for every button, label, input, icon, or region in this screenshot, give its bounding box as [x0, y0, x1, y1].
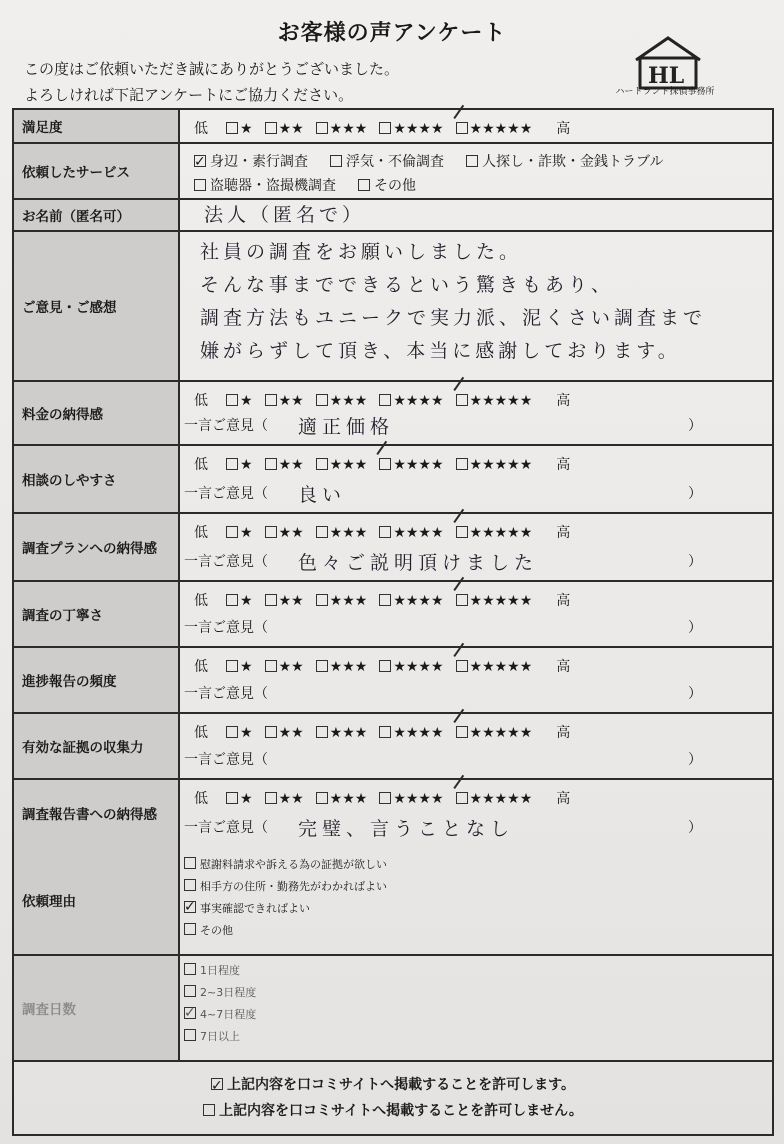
- star-icon: ★★★★: [393, 393, 444, 409]
- checkbox[interactable]: [330, 155, 342, 167]
- comment-suffix: ）: [688, 418, 702, 434]
- checkbox[interactable]: [226, 594, 238, 606]
- consent-allow-label: 上記内容を口コミサイトへ掲載することを許可します。: [227, 1077, 575, 1093]
- checkbox[interactable]: [379, 458, 391, 470]
- checkbox[interactable]: [456, 394, 468, 406]
- checkbox[interactable]: [194, 155, 206, 167]
- rating-option[interactable]: [226, 121, 253, 137]
- checkbox[interactable]: [379, 594, 391, 606]
- days-option[interactable]: [184, 1004, 772, 1026]
- label-opinion: ご意見・ご感想: [14, 232, 180, 380]
- rating-content: [180, 446, 772, 512]
- rating-option[interactable]: [379, 791, 443, 807]
- intro-line-1: この度はご依頼いただき誠にありがとうございました。: [24, 60, 400, 78]
- star-icon: ★★★★: [393, 791, 444, 807]
- checkbox[interactable]: [226, 526, 238, 538]
- star-icon: ★★★★: [393, 593, 444, 609]
- star-icon: ★★: [278, 725, 304, 741]
- checkbox[interactable]: [456, 122, 468, 134]
- name-content[interactable]: [180, 200, 772, 230]
- rating-option[interactable]: [226, 457, 253, 473]
- rating-option[interactable]: [456, 457, 533, 473]
- star-icon: ★: [240, 121, 253, 137]
- rating-scale[interactable]: [194, 656, 570, 676]
- survey-title: お客様の声アンケート: [277, 21, 507, 46]
- checkbox[interactable]: [316, 792, 328, 804]
- days-options: [180, 956, 772, 1060]
- rating-option[interactable]: [316, 121, 368, 137]
- checkbox[interactable]: [316, 458, 328, 470]
- star-icon: ★★: [278, 393, 304, 409]
- scale-high-label: 高: [556, 457, 571, 473]
- rating-option[interactable]: [226, 593, 253, 609]
- star-icon: ★★: [278, 121, 304, 137]
- star-icon: ★★★: [329, 525, 368, 541]
- rating-label: 進捗報告の頻度: [14, 648, 180, 712]
- reason-option[interactable]: [184, 920, 772, 942]
- rating-option[interactable]: [379, 725, 443, 741]
- rating-option[interactable]: [265, 725, 304, 741]
- rating-label: 料金の納得感: [14, 382, 180, 444]
- rating-scale[interactable]: [194, 522, 570, 542]
- row-consent: [14, 1062, 772, 1134]
- star-icon: ★★★★★: [469, 593, 533, 609]
- rating-option[interactable]: [316, 725, 368, 741]
- checkbox[interactable]: [316, 660, 328, 672]
- rating-option[interactable]: [379, 659, 443, 675]
- comment-prefix: 一言ご意見（: [184, 820, 268, 836]
- star-icon: ★★★★★: [469, 791, 533, 807]
- rating-option[interactable]: [316, 393, 368, 409]
- intro-line-2: よろしければ下記アンケートにご協力ください。: [24, 86, 354, 104]
- checkbox[interactable]: [456, 458, 468, 470]
- row-reason: [14, 846, 772, 956]
- rating-option[interactable]: [265, 593, 304, 609]
- rating-scale[interactable]: [194, 390, 570, 410]
- rating-rows: [14, 382, 772, 846]
- rating-scale[interactable]: [194, 788, 570, 808]
- option-label: 人探し・詐欺・金銭トラブル: [482, 154, 664, 170]
- opinion-line: 社員の調査をお願いしました。: [200, 241, 523, 263]
- rating-option[interactable]: [226, 791, 253, 807]
- rating-label: 調査報告書への納得感: [14, 780, 180, 846]
- scale-low-label: 低: [194, 593, 208, 609]
- label-services: 依頼したサービス: [14, 144, 180, 198]
- consent-deny[interactable]: [14, 1098, 772, 1124]
- comment-field[interactable]: [180, 749, 772, 769]
- comment-prefix: 一言ご意見（: [184, 418, 268, 434]
- option-label: 1日程度: [200, 964, 240, 977]
- rating-option[interactable]: [379, 393, 443, 409]
- star-icon: ★★★★: [393, 121, 444, 137]
- checkbox[interactable]: [265, 594, 277, 606]
- star-icon: ★★★: [329, 659, 368, 675]
- comment-field[interactable]: [180, 415, 772, 438]
- option-label: 7日以上: [200, 1030, 240, 1043]
- checkbox[interactable]: [211, 1078, 223, 1090]
- comment-field[interactable]: [180, 817, 772, 840]
- row-name: [14, 200, 772, 232]
- option-label: その他: [374, 178, 416, 194]
- star-icon: ★: [240, 725, 253, 741]
- option-label: 相手方の住所・勤務先がわかればよい: [200, 880, 387, 893]
- star-icon: ★★★★: [393, 725, 444, 741]
- star-icon: ★★: [278, 791, 304, 807]
- star-icon: ★★★★★: [469, 659, 533, 675]
- checkbox[interactable]: [456, 594, 468, 606]
- rating-option[interactable]: [226, 659, 253, 675]
- row-rating: [14, 514, 772, 582]
- rating-scale[interactable]: [194, 118, 570, 138]
- rating-scale[interactable]: [194, 590, 570, 610]
- rating-content: [180, 780, 772, 846]
- rating-content: [180, 382, 772, 444]
- rating-option[interactable]: [265, 457, 304, 473]
- star-icon: ★★★: [329, 457, 368, 473]
- checkbox[interactable]: [265, 458, 277, 470]
- star-icon: ★: [240, 593, 253, 609]
- rating-label: 調査プランへの納得感: [14, 514, 180, 580]
- service-option[interactable]: [194, 150, 308, 174]
- checkbox[interactable]: [456, 660, 468, 672]
- checkbox[interactable]: [184, 1029, 196, 1041]
- option-label: 2~3日程度: [200, 986, 257, 999]
- name-value: 法人（匿名で）: [204, 204, 366, 226]
- star-icon: ★★: [278, 457, 304, 473]
- rating-option[interactable]: [316, 593, 368, 609]
- checkbox[interactable]: [265, 526, 277, 538]
- reason-option[interactable]: [184, 854, 772, 876]
- row-opinion: [14, 232, 772, 382]
- checkbox[interactable]: [358, 179, 370, 191]
- checkbox[interactable]: [184, 923, 196, 935]
- star-icon: ★★★: [329, 791, 368, 807]
- comment-suffix: ）: [688, 686, 702, 702]
- satisfaction-content: [180, 110, 772, 142]
- logo-caption: ハートランド探偵事務所: [615, 87, 715, 97]
- scale-low-label: 低: [194, 791, 208, 807]
- reason-option[interactable]: [184, 876, 772, 898]
- days-option[interactable]: [184, 960, 772, 982]
- scale-high-label: 高: [556, 121, 571, 137]
- option-label: その他: [200, 924, 233, 937]
- checkbox[interactable]: [456, 526, 468, 538]
- row-rating: [14, 582, 772, 648]
- days-option[interactable]: [184, 1026, 772, 1048]
- star-icon: ★★★: [329, 725, 368, 741]
- checkbox[interactable]: [184, 963, 196, 975]
- rating-content: [180, 648, 772, 712]
- services-options: [180, 144, 772, 198]
- rating-scale[interactable]: [194, 722, 570, 742]
- svg-text:HL: HL: [648, 63, 685, 89]
- row-rating: [14, 648, 772, 714]
- comment-prefix: 一言ご意見（: [184, 486, 268, 502]
- comment-prefix: 一言ご意見（: [184, 554, 268, 570]
- checkbox[interactable]: [316, 594, 328, 606]
- star-icon: ★★★: [329, 121, 368, 137]
- star-icon: ★: [240, 791, 253, 807]
- row-rating: [14, 446, 772, 514]
- rating-option[interactable]: [226, 525, 253, 541]
- checkbox[interactable]: [226, 726, 238, 738]
- rating-option[interactable]: [316, 659, 368, 675]
- checkbox[interactable]: [379, 792, 391, 804]
- checkbox[interactable]: [456, 726, 468, 738]
- star-icon: ★: [240, 659, 253, 675]
- star-icon: ★★★★: [393, 659, 444, 675]
- rating-option[interactable]: [316, 791, 368, 807]
- star-icon: ★: [240, 457, 253, 473]
- checkbox[interactable]: [265, 122, 277, 134]
- checkbox[interactable]: [226, 122, 238, 134]
- label-name: お名前（匿名可）: [14, 200, 180, 230]
- rating-option[interactable]: [316, 525, 368, 541]
- checkbox[interactable]: [184, 857, 196, 869]
- consent-deny-label: 上記内容を口コミサイトへ掲載することを許可しません。: [219, 1103, 583, 1119]
- checkbox[interactable]: [316, 726, 328, 738]
- scale-high-label: 高: [556, 725, 571, 741]
- opinion-line: そんな事までできるという驚きもあり、: [200, 274, 615, 296]
- scale-low-label: 低: [194, 457, 208, 473]
- star-icon: ★★★★★: [469, 525, 533, 541]
- option-label: 事実確認できればよい: [200, 902, 310, 915]
- star-icon: ★★: [278, 659, 304, 675]
- checkbox[interactable]: [226, 458, 238, 470]
- comment-suffix: ）: [688, 820, 702, 836]
- rating-label: 相談のしやすさ: [14, 446, 180, 512]
- checkbox[interactable]: [379, 726, 391, 738]
- star-icon: ★★★★★: [469, 725, 533, 741]
- reason-options: [180, 846, 772, 954]
- checkbox[interactable]: [379, 394, 391, 406]
- checkbox[interactable]: [466, 155, 478, 167]
- rating-option[interactable]: [456, 393, 533, 409]
- checkbox[interactable]: [184, 1007, 196, 1019]
- checkbox[interactable]: [316, 394, 328, 406]
- checkbox[interactable]: [265, 726, 277, 738]
- checkbox[interactable]: [184, 901, 196, 913]
- comment-value: 適正価格: [298, 416, 395, 438]
- star-icon: ★★★: [329, 593, 368, 609]
- comment-field[interactable]: [180, 551, 772, 574]
- rating-option[interactable]: [379, 457, 443, 473]
- row-days: [14, 956, 772, 1062]
- rating-option[interactable]: [265, 659, 304, 675]
- row-rating: [14, 780, 772, 846]
- star-icon: ★★★★★: [469, 121, 533, 137]
- star-icon: ★★★: [329, 393, 368, 409]
- consent-allow[interactable]: [14, 1072, 772, 1098]
- scale-high-label: 高: [556, 393, 571, 409]
- star-icon: ★★: [278, 525, 304, 541]
- scale-low-label: 低: [194, 659, 208, 675]
- star-icon: ★: [240, 393, 253, 409]
- rating-scale[interactable]: [194, 454, 570, 474]
- scale-high-label: 高: [556, 525, 571, 541]
- scale-low-label: 低: [194, 121, 208, 137]
- opinion-line: 嫌がらずして頂き、本当に感謝しております。: [200, 340, 681, 362]
- service-option[interactable]: [330, 150, 444, 174]
- rating-label: 有効な証拠の収集力: [14, 714, 180, 778]
- comment-prefix: 一言ご意見（: [184, 686, 268, 702]
- rating-option[interactable]: [379, 121, 443, 137]
- checkbox[interactable]: [226, 660, 238, 672]
- checkbox[interactable]: [265, 792, 277, 804]
- rating-option[interactable]: [456, 725, 533, 741]
- star-icon: ★★: [278, 593, 304, 609]
- checkbox[interactable]: [226, 792, 238, 804]
- scale-high-label: 高: [556, 593, 571, 609]
- rating-option[interactable]: [265, 393, 304, 409]
- star-icon: ★★★★: [393, 457, 444, 473]
- comment-field[interactable]: [180, 483, 772, 506]
- service-option[interactable]: [194, 174, 336, 198]
- comment-suffix: ）: [688, 486, 702, 502]
- rating-option[interactable]: [456, 659, 533, 675]
- scale-high-label: 高: [556, 659, 571, 675]
- scale-high-label: 高: [556, 791, 571, 807]
- rating-option[interactable]: [456, 791, 533, 807]
- rating-option[interactable]: [226, 393, 253, 409]
- checkbox[interactable]: [194, 179, 206, 191]
- label-satisfaction: 満足度: [14, 110, 180, 142]
- scale-low-label: 低: [194, 393, 208, 409]
- rating-option[interactable]: [379, 525, 443, 541]
- comment-suffix: ）: [688, 752, 702, 768]
- survey-form: [12, 108, 774, 1136]
- checkbox[interactable]: [456, 792, 468, 804]
- star-icon: ★★★★★: [469, 457, 533, 473]
- checkbox[interactable]: [379, 526, 391, 538]
- row-services: [14, 144, 772, 200]
- comment-prefix: 一言ご意見（: [184, 620, 268, 636]
- row-rating: [14, 382, 772, 446]
- checkbox[interactable]: [379, 122, 391, 134]
- checkbox[interactable]: [184, 879, 196, 891]
- checkbox[interactable]: [184, 985, 196, 997]
- scale-low-label: 低: [194, 725, 208, 741]
- days-option[interactable]: [184, 982, 772, 1004]
- comment-value: 良い: [298, 484, 347, 506]
- checkbox[interactable]: [265, 394, 277, 406]
- comment-value: 完璧、言うことなし: [298, 818, 515, 840]
- comment-suffix: ）: [688, 620, 702, 636]
- rating-option[interactable]: [379, 593, 443, 609]
- rating-option[interactable]: [456, 525, 533, 541]
- rating-option[interactable]: [265, 525, 304, 541]
- option-label: 盗聴器・盗撮機調査: [210, 178, 336, 194]
- label-reason: 依頼理由: [14, 846, 180, 954]
- row-rating: [14, 714, 772, 780]
- comment-field[interactable]: [180, 617, 772, 637]
- rating-option[interactable]: [265, 121, 304, 137]
- rating-option[interactable]: [456, 121, 533, 137]
- checkbox[interactable]: [316, 122, 328, 134]
- option-label: 慰謝料請求や訴える為の証拠が欲しい: [200, 858, 387, 871]
- rating-content: [180, 582, 772, 646]
- label-days: 調査日数: [14, 956, 180, 1060]
- service-option[interactable]: [466, 150, 663, 174]
- opinion-line: 調査方法もユニークで実力派、泥くさい調査まで: [200, 307, 707, 329]
- rating-content: [180, 714, 772, 778]
- star-icon: ★★★★: [393, 525, 444, 541]
- option-label: 4~7日程度: [200, 1008, 257, 1021]
- comment-value: 色々ご説明頂けました: [298, 552, 539, 574]
- checkbox[interactable]: [316, 526, 328, 538]
- rating-label: 調査の丁寧さ: [14, 582, 180, 646]
- rating-content: [180, 514, 772, 580]
- option-label: 身辺・素行調査: [210, 154, 308, 170]
- scale-low-label: 低: [194, 525, 208, 541]
- rating-option[interactable]: [265, 791, 304, 807]
- comment-prefix: 一言ご意見（: [184, 752, 268, 768]
- reason-option[interactable]: [184, 898, 772, 920]
- rating-option[interactable]: [226, 725, 253, 741]
- checkbox[interactable]: [379, 660, 391, 672]
- comment-field[interactable]: [180, 683, 772, 703]
- opinion-content[interactable]: [180, 232, 772, 380]
- rating-option[interactable]: [456, 593, 533, 609]
- service-option[interactable]: [358, 174, 416, 198]
- option-label: 浮気・不倫調査: [346, 154, 444, 170]
- row-satisfaction: [14, 110, 772, 144]
- checkbox[interactable]: [226, 394, 238, 406]
- checkbox[interactable]: [203, 1104, 215, 1116]
- checkbox[interactable]: [265, 660, 277, 672]
- star-icon: ★★★★★: [469, 393, 533, 409]
- star-icon: ★: [240, 525, 253, 541]
- rating-option[interactable]: [316, 457, 368, 473]
- comment-suffix: ）: [688, 554, 702, 570]
